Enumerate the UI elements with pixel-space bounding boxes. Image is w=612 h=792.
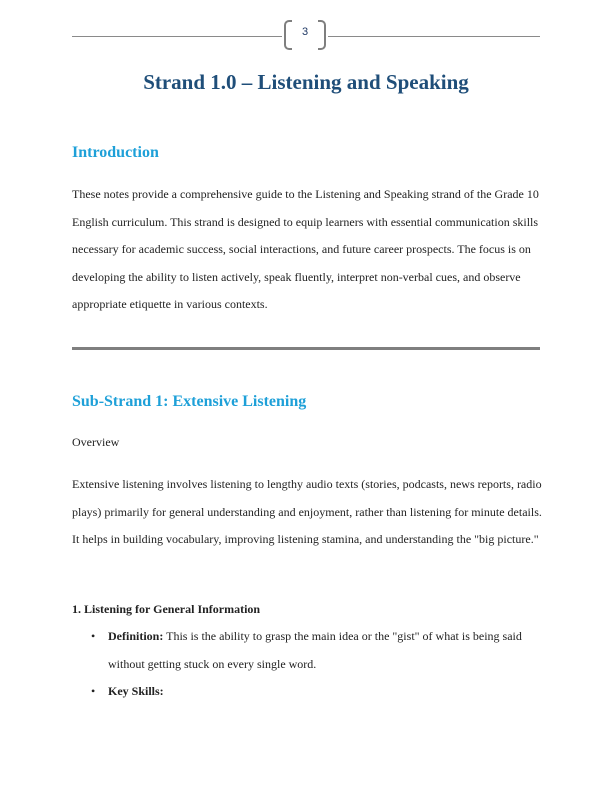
page-title: Strand 1.0 – Listening and Speaking xyxy=(143,70,469,94)
list-item-key-skills xyxy=(72,678,542,706)
header-rule-right xyxy=(328,36,540,37)
introduction-paragraph: These notes provide a comprehensive guide to the Listening and Speaking strand of the Grade 10 English curriculum. This strand is designed to equip learners with essential communication skills necessary for academic success, social interactions, and future career prospects. The focus is on developing the ability to listen actively, speak fluently, interpret non-verbal cues, and observe appropriate etiquette in various contexts. xyxy=(72,187,539,311)
header-rule-left xyxy=(72,36,282,37)
list-item-definition xyxy=(72,623,542,678)
section-divider xyxy=(72,347,540,350)
extensive-listening-paragraph: Extensive listening involves listening to lengthy audio texts (stories, podcasts, news reports, radio plays) primarily for general understanding and enjoyment, rather than listening for minute details. It helps in building vocabulary, improving listening stamina, and understanding the "big picture." xyxy=(72,477,542,546)
page-header xyxy=(72,18,540,54)
general-info-bullet-list xyxy=(72,623,542,706)
bullet-text: This is the ability to grasp the main idea or the "gist" of what is being said without getting stuck on every single word. xyxy=(108,629,522,671)
listening-general-info-heading: 1. Listening for General Information xyxy=(72,602,261,616)
sub-strand-1-heading: Sub-Strand 1: Extensive Listening xyxy=(72,393,307,410)
overview-label: Overview xyxy=(72,435,120,449)
page-number-box xyxy=(282,18,328,52)
page-number: 3 xyxy=(301,26,309,38)
bullet-label: Definition: xyxy=(108,629,164,643)
bullet-label: Key Skills: xyxy=(108,684,164,698)
bullet-icon: • xyxy=(91,684,96,698)
bullet-icon: • xyxy=(91,629,96,643)
introduction-heading: Introduction xyxy=(72,144,159,161)
